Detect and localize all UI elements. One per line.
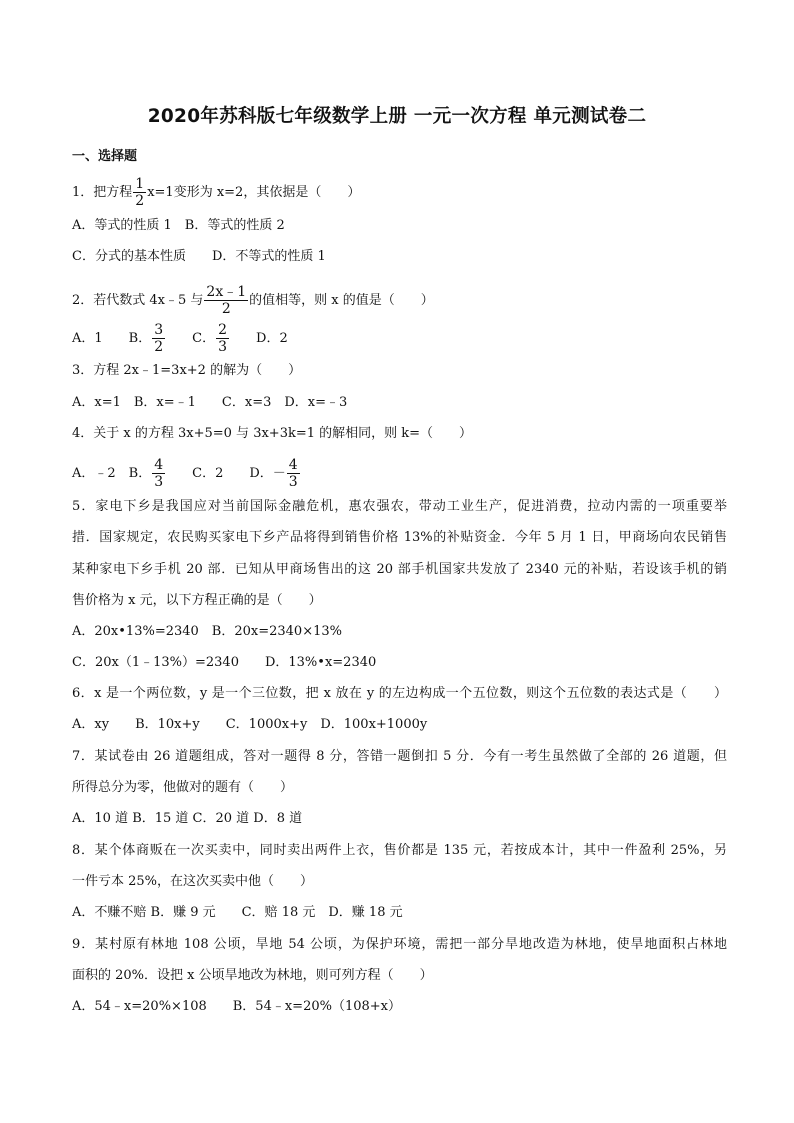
question-2-stem [72, 284, 727, 317]
question-4-options: A．﹣2 B． $\frac{4}{3}$ C．2 D．－ $\frac{4}{3}$ [72, 457, 298, 490]
question-9-line-1: 9．某村原有林地 108 公顷，旱地 54 公顷，为保护环境，需把一部分旱地改造为林地，使旱地面积占林地 [72, 937, 727, 952]
question-1-text: 1．把方程 [72, 185, 133, 200]
question-1-text-end: x=1变形为 x=2，其依据是（ ） [147, 185, 361, 200]
question-5-options-ab: A．20x•13%=2340 B．20x=2340×13% [72, 624, 342, 639]
question-3-options: A．x=1 B．x=﹣1 C．x=3 D．x=﹣3 [72, 395, 348, 410]
question-5-line-3: 某种家电下乡手机 20 部．已知从甲商场售出的这 20 部手机国家共发放了 2340 元的补贴，若设该手机的销 [72, 562, 727, 577]
section-heading: 一、选择题 [72, 149, 138, 164]
document-title: 2020年苏科版七年级数学上册 一元一次方程 单元测试卷二 [147, 106, 647, 127]
question-8-line-2: 一件亏本 25%，在这次买卖中他（ ） [72, 874, 314, 889]
fraction: $\frac{4}{3}$ [288, 457, 298, 490]
question-7-line-1: 7．某试卷由 26 道题组成，答对一题得 8 分，答错一题倒扣 5 分．今有一考生虽然做了全部的 26 道题，但 [72, 749, 727, 764]
question-7-line-2: 所得总分为零，他做对的题有（ ） [72, 780, 294, 795]
question-9-options: A．54﹣x=20%×108 B．54﹣x=20%（108+x） [72, 999, 402, 1014]
question-2-text-end: 的值相等，则 x 的值是（ ） [249, 293, 434, 308]
fraction: $\frac{2}{3}$ [218, 322, 228, 355]
question-5-line-1: 5．家电下乡是我国应对当前国际金融危机，惠农强农，带动工业生产，促进消费，拉动内需的一项重要举 [72, 499, 727, 514]
question-2-options: A．1 B． $\frac{3}{2}$ C． $\frac{2}{3}$ D．2 [72, 322, 288, 355]
question-4-stem: 4．关于 x 的方程 3x+5=0 与 3x+3k=1 的解相同，则 k=（ ） [72, 426, 473, 441]
question-8-line-1: 8．某个体商贩在一次买卖中，同时卖出两件上衣，售价都是 135 元，若按成本计，其中一件盈利 25%，另 [72, 843, 727, 858]
question-7-options: A．10 道 B．15 道 C．20 道 D．8 道 [72, 811, 303, 826]
question-1-options-cd: C．分式的基本性质 D．不等式的性质 1 [72, 249, 326, 264]
question-2-text: 2．若代数式 4x﹣5 与 [72, 293, 204, 308]
question-8-options: A．不赚不赔 B．赚 9 元 C．赔 18 元 D．赚 18 元 [72, 905, 403, 920]
question-5-options-cd: C．20x（1﹣13%）=2340 D．13%•x=2340 [72, 655, 377, 670]
question-5-line-2: 措．国家规定，农民购买家电下乡产品将得到销售价格 13%的补贴资金．今年 5 月 1 日，甲商场向农民销售 [72, 530, 727, 545]
question-5-line-4: 售价格为 x 元，以下方程正确的是（ ） [72, 593, 322, 608]
question-1-stem [72, 176, 727, 209]
question-6-stem: 6．x 是一个两位数，y 是一个三位数，把 x 放在 y 的左边构成一个五位数，则这个五位数的表达式是（ ） [72, 686, 727, 701]
fraction: $\frac{1}{2}$ [135, 176, 145, 209]
fraction: $\frac{2x﹣1}{2}$ [206, 284, 247, 317]
question-9-line-2: 面积的 20%．设把 x 公顷旱地改为林地，则可列方程（ ） [72, 968, 433, 983]
question-6-options: A．xy B．10x+y C．1000x+y D．100x+1000y [72, 717, 428, 732]
fraction: $\frac{3}{2}$ [154, 322, 164, 355]
fraction: $\frac{4}{3}$ [154, 457, 164, 490]
question-1-options-ab: A．等式的性质 1 B．等式的性质 2 [72, 218, 285, 233]
question-3-stem: 3．方程 2x﹣1=3x+2 的解为（ ） [72, 363, 302, 378]
